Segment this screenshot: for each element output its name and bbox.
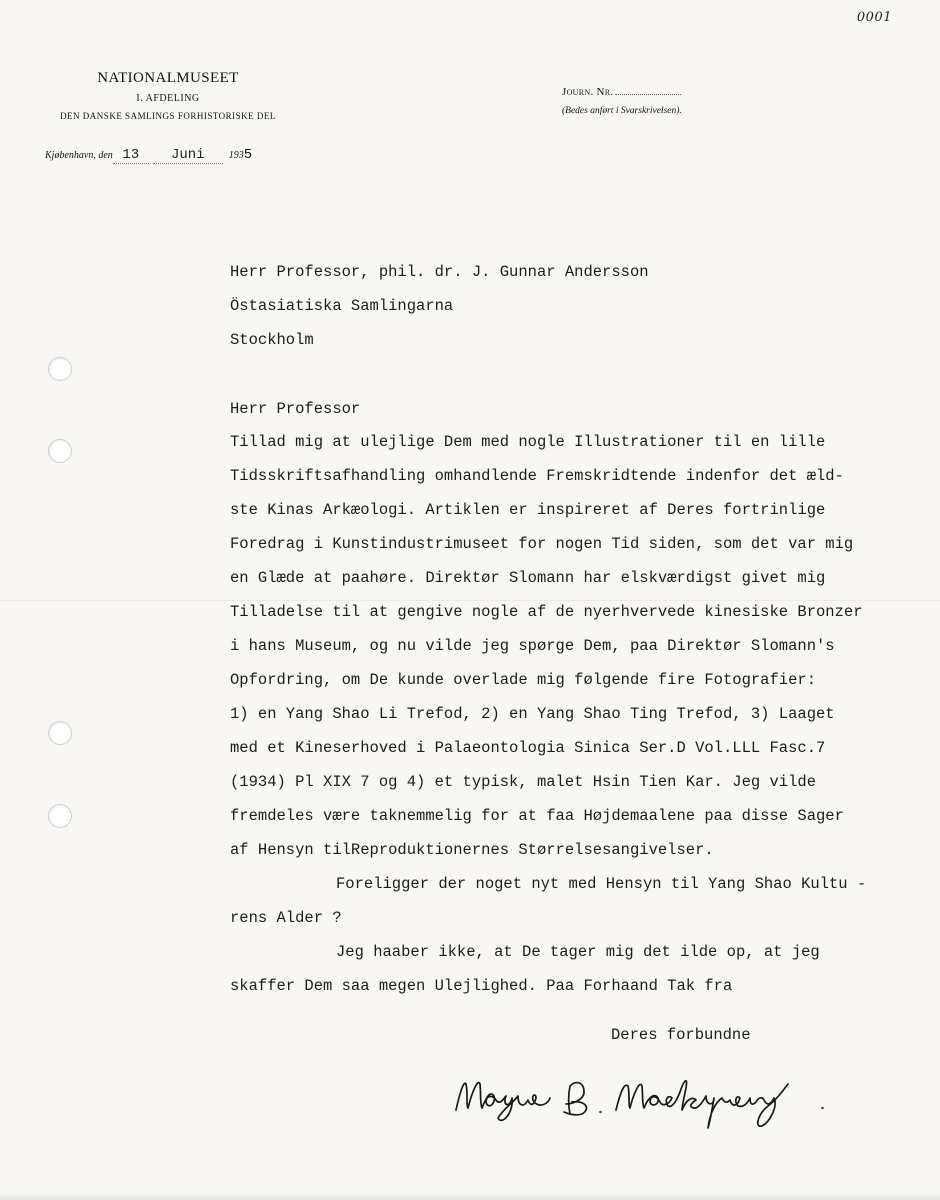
date-day: 13 (113, 147, 149, 164)
body-line: en Glæde at paahøre. Direktør Slomann har elskværdigst givet mig (230, 569, 826, 587)
body-line: Jeg haaber ikke, at De tager mig det ilde op, at jeg (336, 943, 820, 961)
body-line: Opfordring, om De kunde overlade mig følgende fire Fotografier: (230, 671, 816, 689)
punch-hole (48, 721, 72, 745)
body-line: 1) en Yang Shao Li Trefod, 2) en Yang Shao Ting Trefod, 3) Laaget (230, 705, 835, 723)
body-line: i hans Museum, og nu vilde jeg spørge Dem, paa Direktør Slomann's (230, 637, 835, 655)
body-line: Tilladelse til at gengive nogle af de nyerhvervede kinesiske Bronzer (230, 603, 863, 621)
archive-number: 0001 (856, 10, 892, 25)
paper-fold-line (0, 600, 940, 601)
date-month: Juni (153, 147, 223, 164)
body-line: fremdeles være taknemmelig for at faa Højdemaalene paa disse Sager (230, 807, 844, 825)
department-name: I. AFDELING (136, 93, 200, 104)
body-line: Tidsskriftsafhandling omhandlende Fremskridtende indenfor det æld- (230, 467, 844, 485)
body-line: (1934) Pl XIX 7 og 4) et typisk, malet Hsin Tien Kar. Jeg vilde (230, 773, 816, 791)
handwritten-signature (452, 1062, 842, 1132)
body-line: Foreligger der noget nyt med Hensyn til Yang Shao Kultu - (336, 875, 867, 893)
body-line: med et Kineserhoved i Palaeontologia Sinica Ser.D Vol.LLL Fasc.7 (230, 739, 826, 757)
date-year-digit: 5 (243, 147, 253, 163)
body-line: Foredrag i Kunstindustrimuseet for nogen Tid siden, som det var mig (230, 535, 854, 553)
address-line: Östasiatiska Samlingarna (230, 297, 454, 315)
body-line: Tillad mig at ulejlige Dem med nogle Illustrationer til en lille (230, 433, 826, 451)
closing: Deres forbundne (611, 1026, 751, 1044)
body-line: ste Kinas Arkæologi. Artiklen er inspireret af Deres fortrinlige (230, 501, 826, 519)
journal-number-block (562, 82, 732, 116)
punch-hole (48, 357, 72, 381)
body-line: af Hensyn tilReproduktionernes Størrelsesangivelser. (230, 841, 714, 859)
dateline (45, 147, 252, 164)
journal-label: Journ. Nr. (562, 86, 614, 98)
page-edge-shadow (0, 1192, 940, 1200)
body-line: rens Alder ? (230, 909, 342, 927)
date-year-prefix: 193 (228, 150, 244, 161)
salutation: Herr Professor (230, 400, 361, 418)
journal-blank-line (615, 85, 681, 95)
journal-note: (Bedes anført i Svarskrivelsen). (562, 106, 682, 116)
address-line: Herr Professor, phil. dr. J. Gunnar Andersson (230, 263, 649, 281)
institution-name: NATIONALMUSEET (97, 70, 239, 86)
punch-hole (48, 804, 72, 828)
dateline-prefix: Kjøbenhavn, den (45, 150, 113, 161)
letterhead (48, 70, 288, 121)
punch-hole (48, 439, 72, 463)
body-line: skaffer Dem saa megen Ulejlighed. Paa Forhaand Tak fra (230, 977, 733, 995)
subdepartment-name: DEN DANSKE SAMLINGS FORHISTORISKE DEL (60, 111, 276, 121)
address-line: Stockholm (230, 331, 314, 349)
